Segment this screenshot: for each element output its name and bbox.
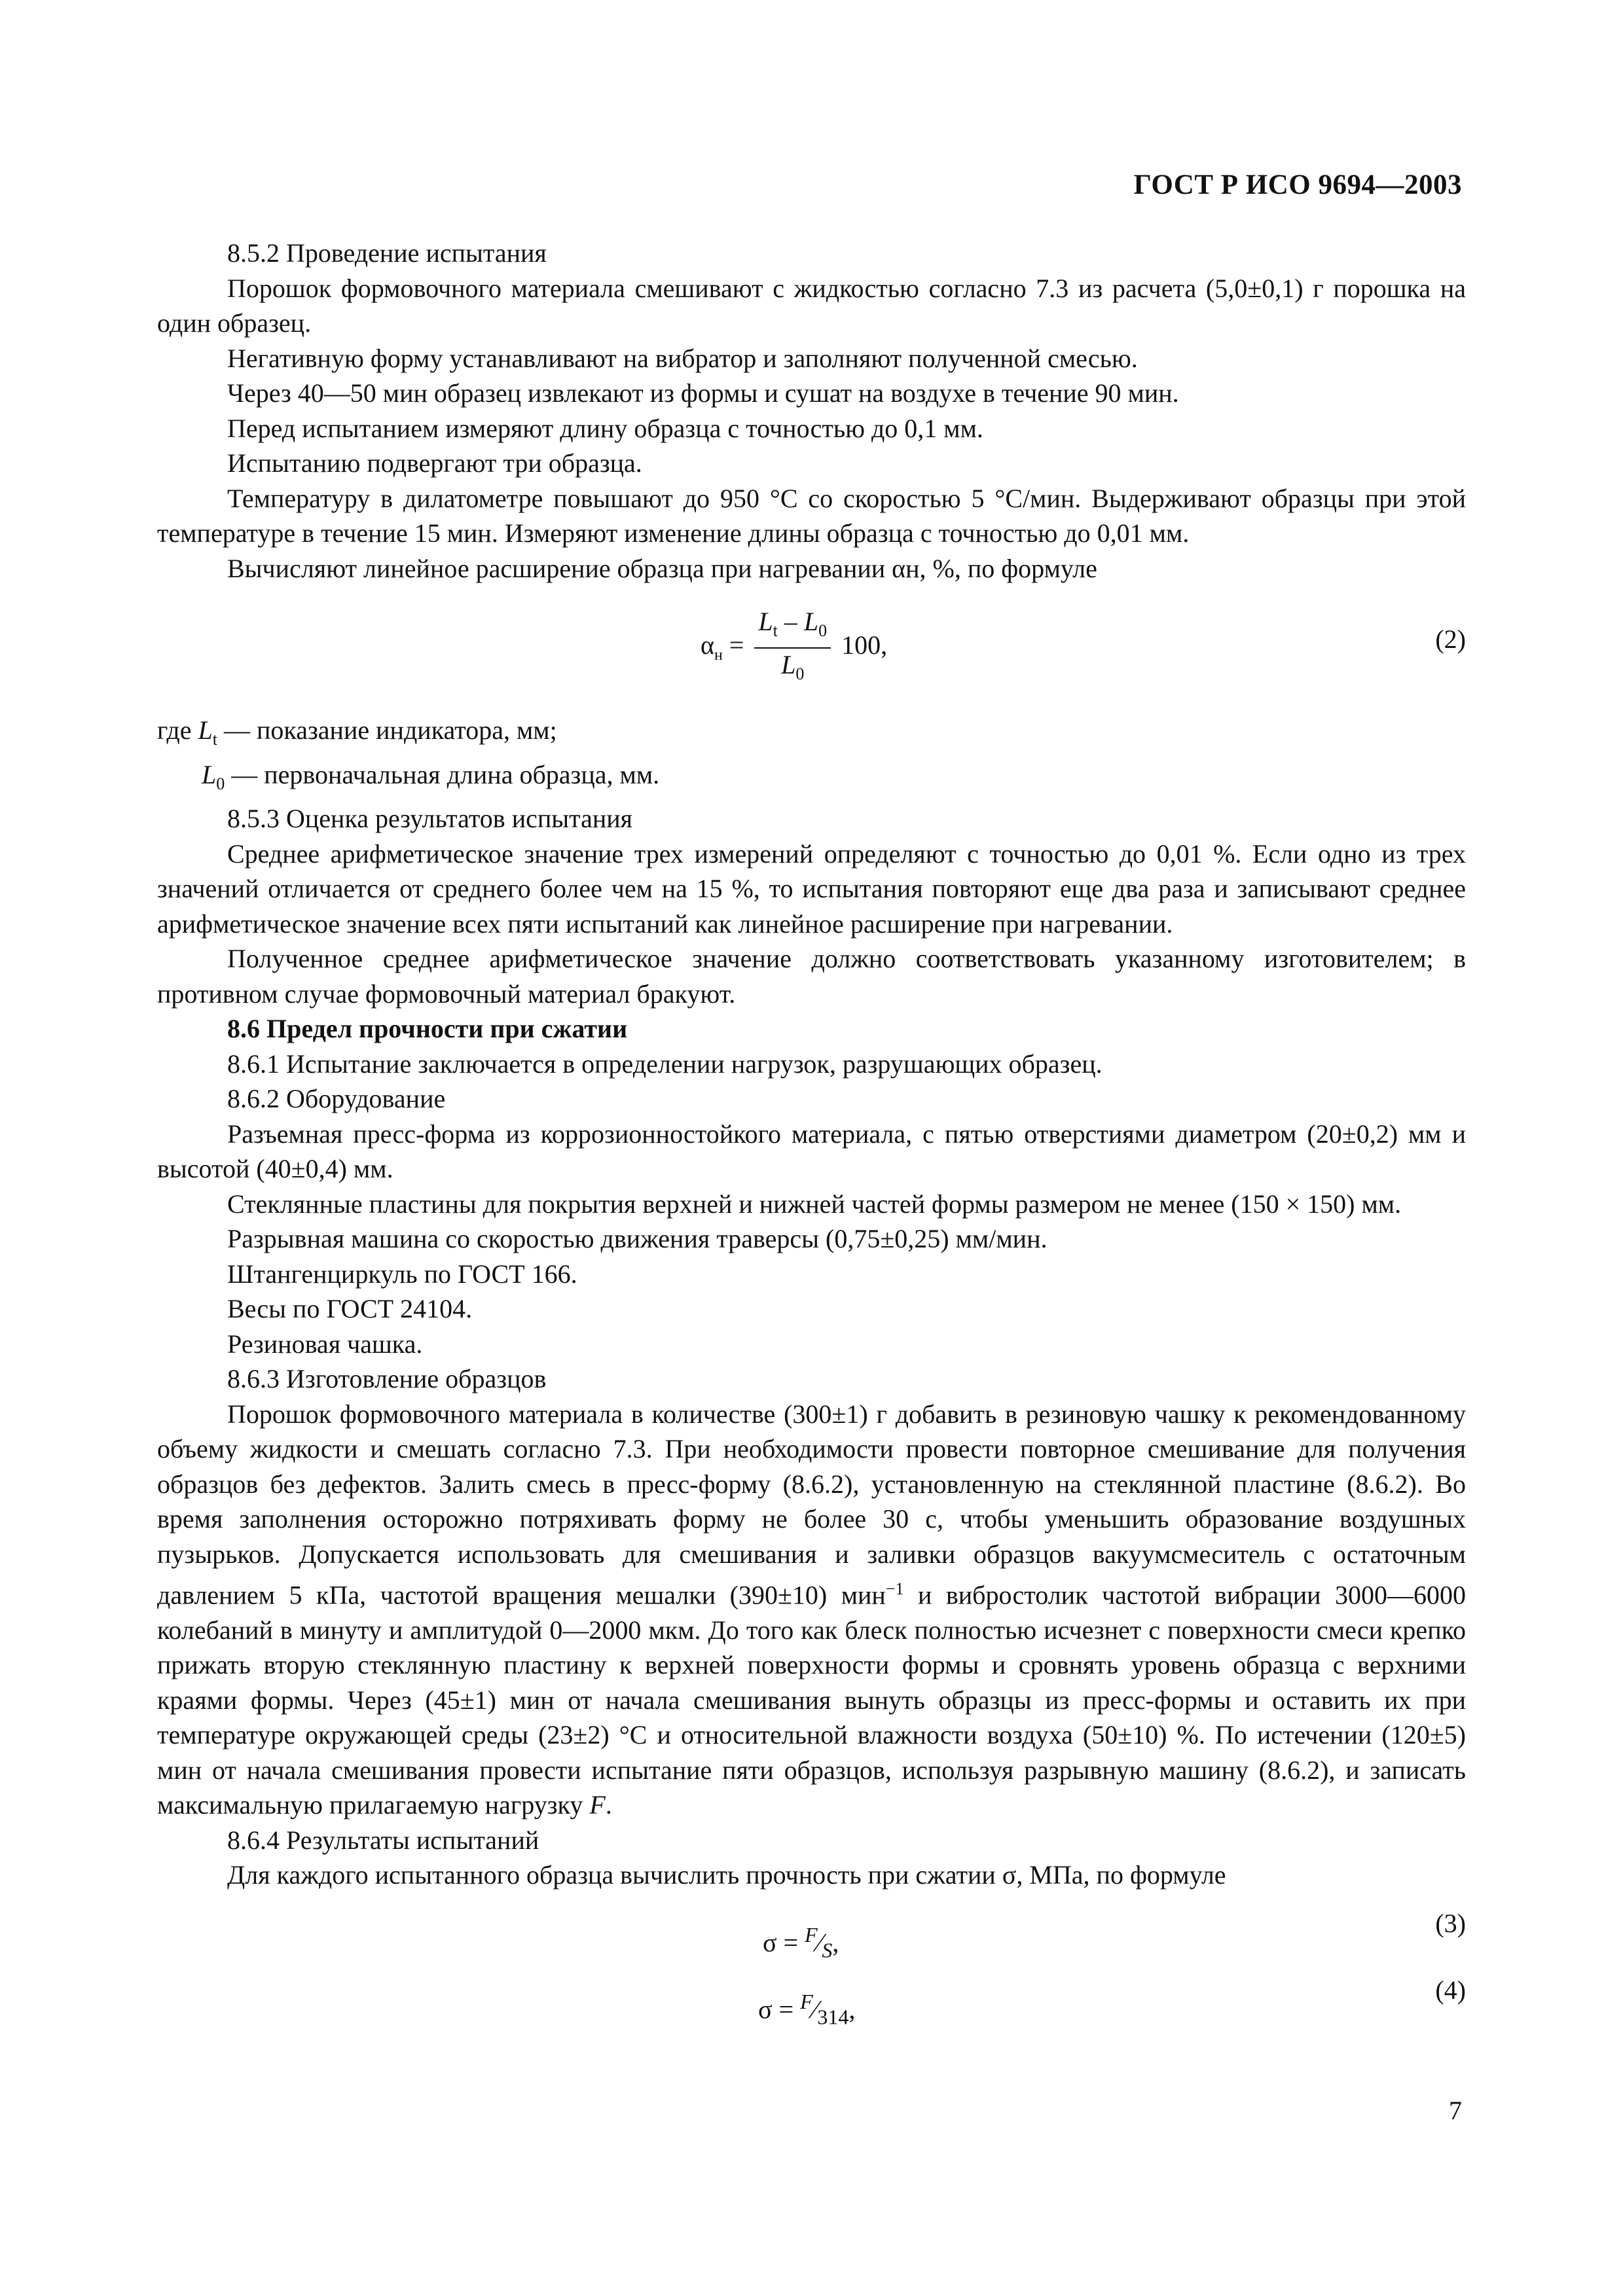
- formula-lhs: α: [701, 630, 714, 660]
- paragraph: Температуру в дилатометре повышают до 950 °С со скоростью 5 °С/мин. Выдерживают образцы при этой температуре в течение 15 мин. Измеряют изменение длины образца с точностью до 0,01 мм.: [157, 483, 1466, 548]
- section-8-6-title: 8.6 Предел прочности при сжатии: [227, 1014, 628, 1043]
- formula-4-expression: $\sigma = ^F⁄_{314}$,: [758, 1989, 856, 2029]
- formula-number: (3): [1435, 1908, 1466, 1938]
- formula-2-expression: $\alpha_н$ = $\frac{L_t - L_0}{L_0}$ 100,: [701, 605, 887, 691]
- formula-2: [157, 599, 1466, 704]
- paragraph: Стеклянные пластины для покрытия верхней и нижней частей формы размером не менее (150 × 150) мм.: [227, 1189, 1402, 1219]
- paragraph: Порошок формовочного материала смешивают с жидкостью согласно 7.3 из расчета (5,0±0,1) г порошка на один образец.: [157, 273, 1466, 338]
- section-8-6-4-title: 8.6.4 Результаты испытаний: [227, 1825, 539, 1855]
- where-line: $L_0$ — первоначальная длина образца, мм.: [202, 759, 660, 793]
- paragraph: Вычисляют линейное расширение образца при нагревании αн, %, по формуле: [227, 553, 1097, 583]
- paragraph: Порошок формовочного материала в количестве (300±1) г добавить в резиновую чашку к рекомендованному объему жидкости и смешать согласно 7.3. При необходимости провести повторное смешивание для получения образцов без дефектов. Залить смесь в пресс-форму (8.6.2), установленную на стеклянной пластине (8.6.2). Во время заполнения осторожно потряхивать форму не более 30 с, чтобы уменьшить образование воздушных пузырьков. Допускается использовать для смешивания и заливки образцов вакуумсмеситель с остаточным давлением 5 кПа, частотой вращения мешалки (390±10) мин$^{-1}$ и вибростолик частотой вибрации 3000—6000 колебаний в минуту и амплитудой 0—2000 мкм. До того как блеск полностью исчезнет с поверхности смеси крепко прижать вторую стеклянную пластину к верхней поверхности формы и сровнять уровень образца с верхними краями формы. Через (45±1) мин от начала смешивания вынуть образцы из пресс-формы и оставить их при температуре окружающей среды (23±2) °С и относительной влажности воздуха (50±10) %. По истечении (120±5) мин от начала смешивания провести испытание пяти образцов, используя разрывную машину (8.6.2), и записать максимальную прилагаемую нагрузку F.: [157, 1399, 1466, 1820]
- paragraph: Испытанию подвергают три образца.: [227, 448, 642, 478]
- formula-number: (2): [1435, 624, 1466, 654]
- page-number: 7: [1449, 2096, 1462, 2125]
- paragraph: Негативную форму устанавливают на вибратор и заполняют полученной смесью.: [227, 343, 1138, 373]
- formula-fraction: $\frac{L_t - L_0}{L_0}$: [754, 605, 831, 691]
- formula-3-expression: $\sigma = ^F⁄_S$,: [763, 1922, 839, 1962]
- paragraph: Среднее арифметическое значение трех измерений определяют с точностью до 0,01 %. Если одно из трех значений отличается от среднего более чем на 15 %, то испытания повторяют еще два раза и записывают среднее арифметическое значение всех пяти испытаний как линейное расширение при нагревании.: [157, 838, 1466, 939]
- formula-4: [157, 1965, 1466, 2037]
- paragraph: Резиновая чашка.: [227, 1329, 423, 1359]
- formula-3: [157, 1893, 1466, 1965]
- section-8-5-3-title: 8.5.3 Оценка результатов испытания: [227, 804, 633, 833]
- paragraph: Весы по ГОСТ 24104.: [227, 1294, 473, 1323]
- paragraph: Разрывная машина со скоростью движения траверсы (0,75±0,25) мм/мин.: [227, 1224, 1048, 1253]
- paragraph: Разъемная пресс-форма из коррозионностойкого материала, с пятью отверстиями диаметром (20±0,2) мм и высотой (40±0,4) мм.: [157, 1119, 1466, 1183]
- paragraph: Перед испытанием измеряют длину образца с точностью до 0,1 мм.: [227, 413, 983, 443]
- formula-number: (4): [1435, 1975, 1466, 2005]
- paragraph: Полученное среднее арифметическое значение должно соответствовать указанному изготовителем; в противном случае формовочный материал бракуют.: [157, 944, 1466, 1009]
- paragraph: Для каждого испытанного образца вычислить прочность при сжатии σ, МПа, по формуле: [227, 1860, 1226, 1890]
- section-8-6-2-title: 8.6.2 Оборудование: [227, 1084, 446, 1113]
- section-8-5-2-title: 8.5.2 Проведение испытания: [227, 238, 547, 268]
- page-body: [157, 236, 1466, 2037]
- section-8-6-3-title: 8.6.3 Изготовление образцов: [227, 1364, 547, 1393]
- where-line: где $L_t$ — показание индикатора, мм;: [157, 715, 557, 749]
- paragraph: Штангенциркуль по ГОСТ 166.: [227, 1259, 577, 1289]
- paragraph: Через 40—50 мин образец извлекают из формы и сушат на воздухе в течение 90 мин.: [227, 378, 1179, 408]
- document-header: ГОСТ Р ИСО 9694—2003: [1133, 170, 1462, 200]
- paragraph: 8.6.1 Испытание заключается в определении нагрузок, разрушающих образец.: [227, 1049, 1103, 1079]
